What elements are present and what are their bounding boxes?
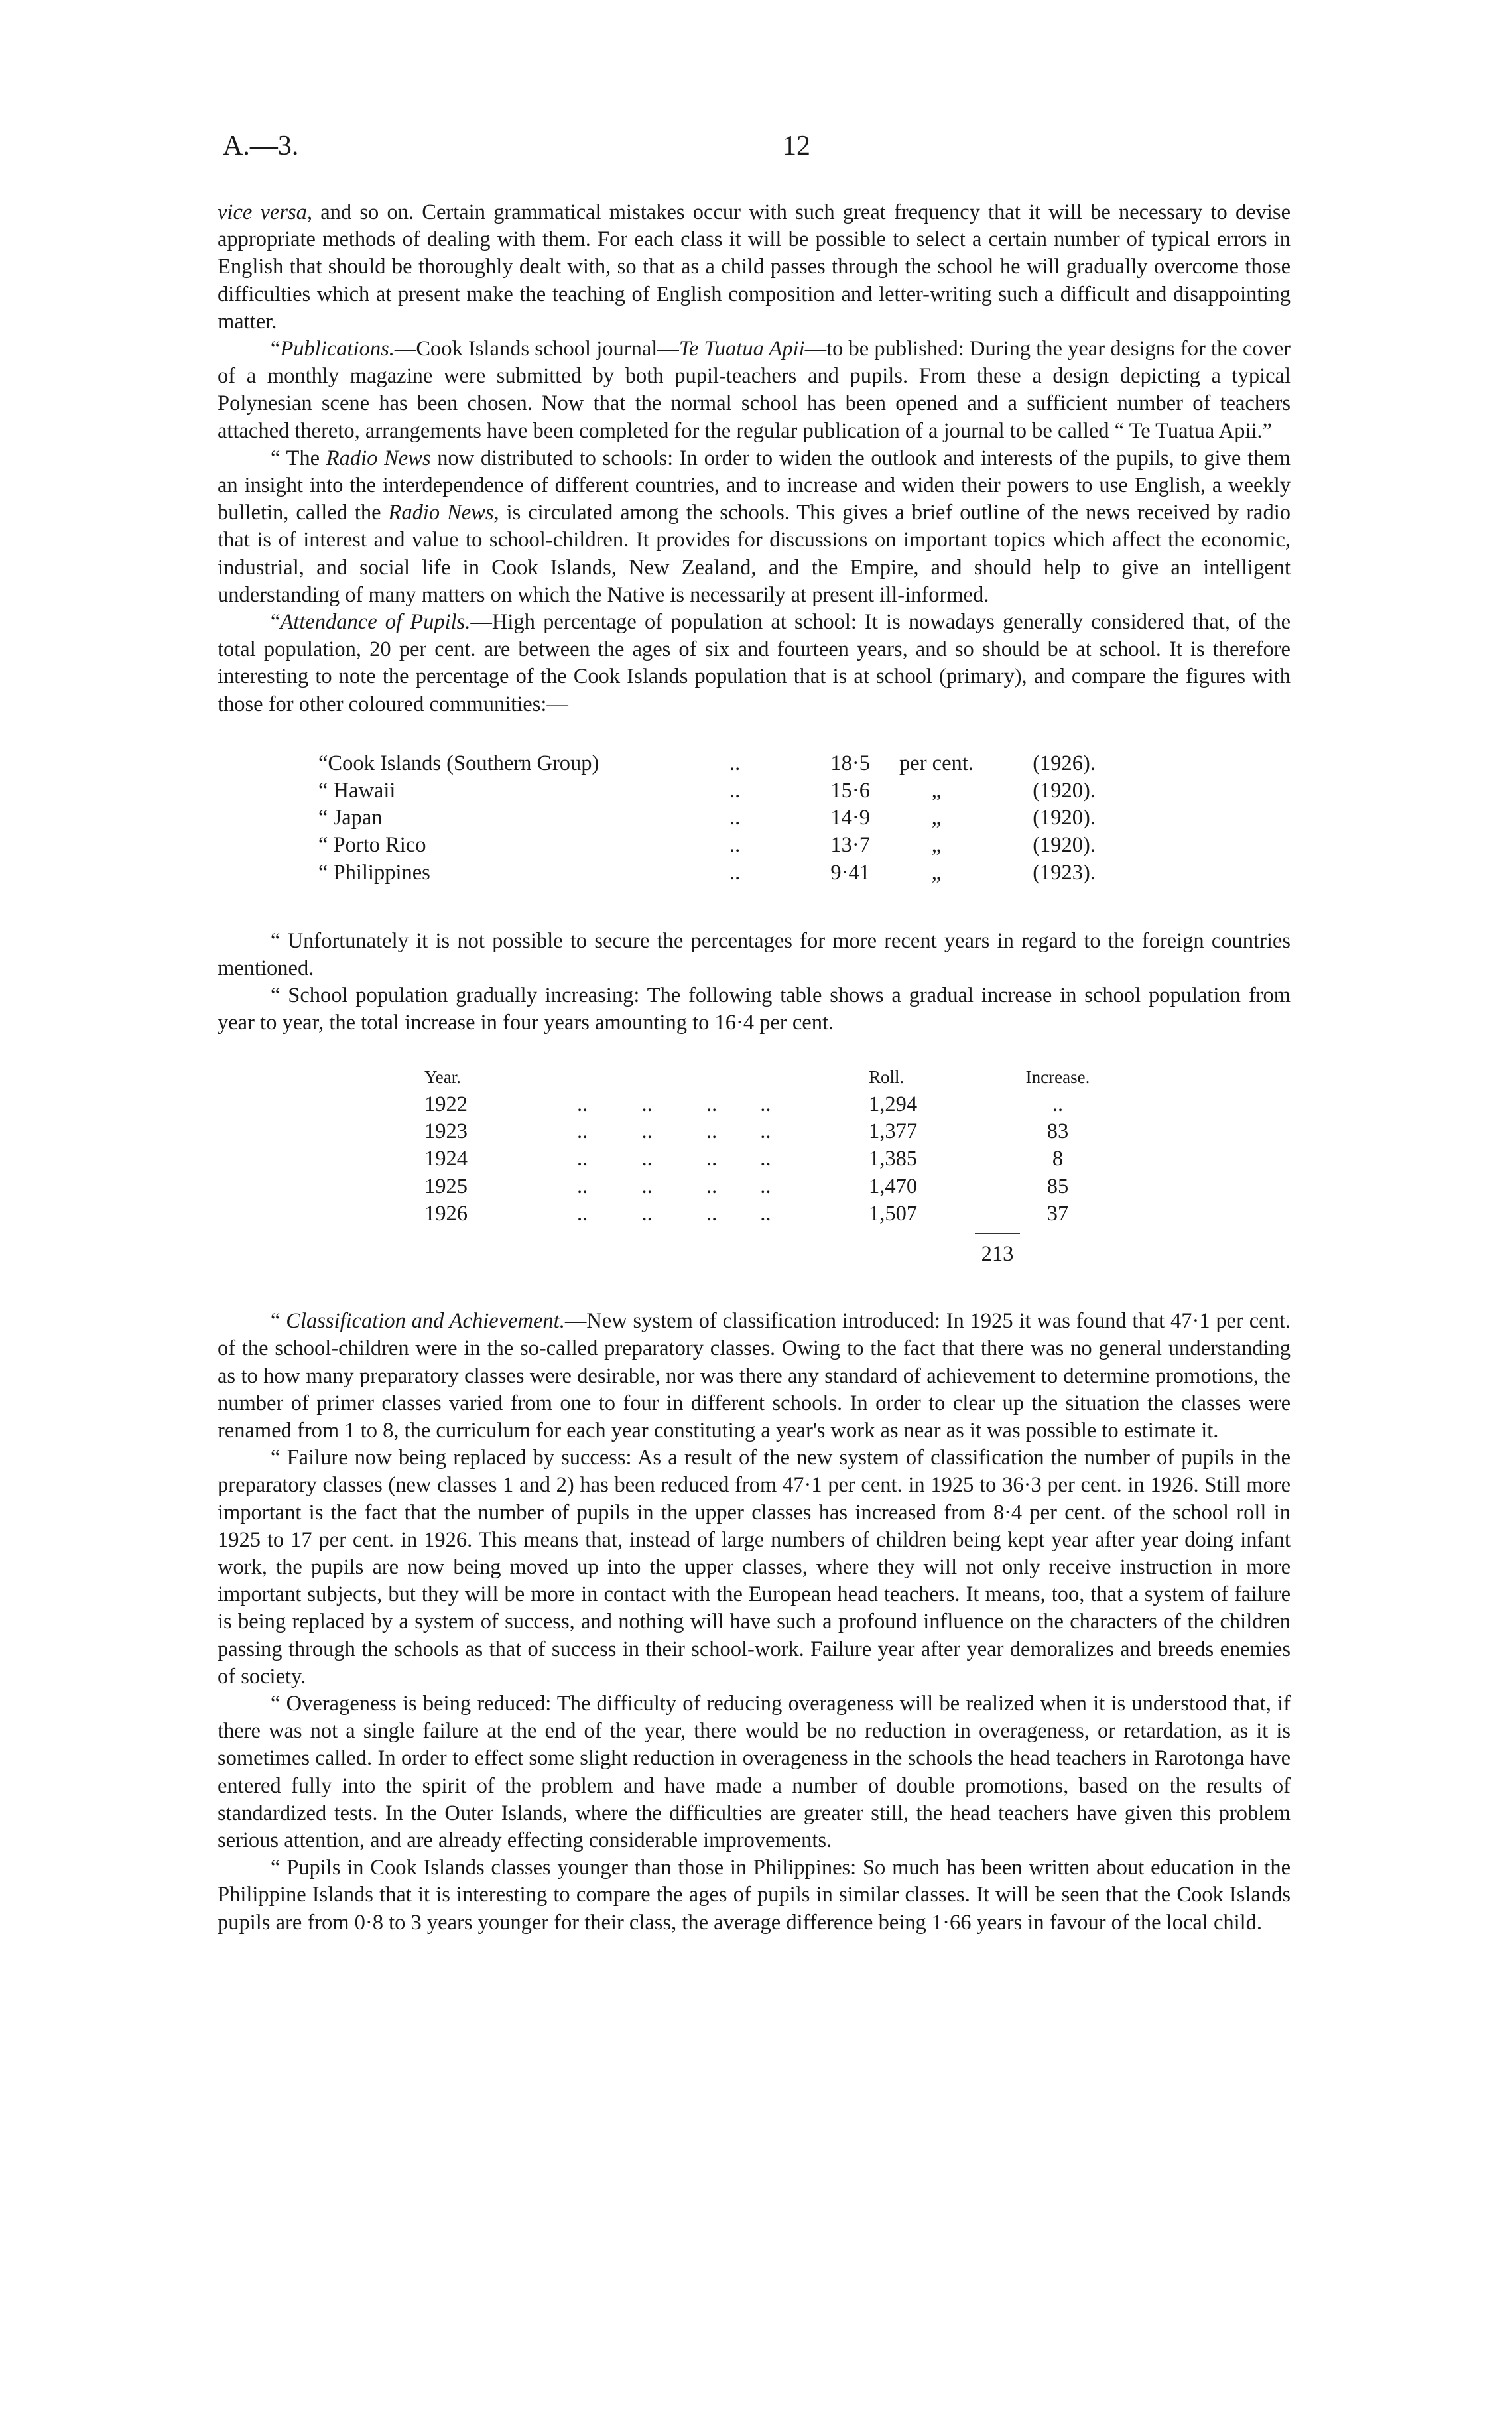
column-header-increase: Increase. [1025,1066,1090,1087]
paragraph-text: —Cook Islands school journal— [394,337,679,361]
paragraph-text: The [286,446,326,470]
community-name: “ Hawaii [318,779,396,803]
table-row [424,1200,1220,1228]
year-label: (1920). [1033,806,1096,830]
column-header-roll: Roll. [869,1066,905,1087]
year-label: (1920). [1033,779,1096,803]
percentage-value: 9·41 [830,860,870,885]
unit-label: „ [931,779,942,803]
cell-increase: 37 [1046,1201,1069,1226]
paragraph-school-population: “ School population gradually increasing: The following table shows a gradual increase in school population from year to year, the total increase in four years amounting to 16·4 per cent. [218,984,1291,1035]
cell-total-increase: 213 [981,1242,1014,1266]
leader-dots: .. [729,806,741,830]
cell-increase: .. [1052,1092,1064,1116]
paragraph-text: and so on. Certain grammatical mistakes occur with such great frequency that it will be necessary to devise appropriate methods of dealing with them. For each class it will be possible to select a certain number of typical errors in English that should be thoroughly dealt with, so that as a child passes through the school he will gradually overcome those difficulties which at present make the teaching of English composition and letter-writing such a difficult and disappointing matter. [218,200,1291,334]
cell-increase: 8 [1052,1147,1064,1171]
percentage-value: 13·7 [830,833,870,858]
list-item [318,777,1187,804]
section-heading: Publications. [280,337,395,361]
list-item [318,832,1187,859]
paragraph-radio-news: “ The Radio News now distributed to schools: In order to widen the outlook and interests of the pupils, to give them an insight into the interdependence of different countries, and to increase and widen their powers to use English, a weekly bulletin, called the Radio News, is circulated among the schools. This gives a brief outline of the news received by radio that is of interest and value to school-children. It provides for discussions on important topics which affect the economic, industrial, and social life in Cook Islands, New Zealand, and the Empire, and should help to give an intelligent understanding of many matters on which the Native is necessarily at present ill-informed. [218,446,1291,607]
document-reference: A.—3. [223,131,299,161]
community-name: “ Japan [318,806,383,830]
leader-dots: .. .. .. .. [577,1147,771,1171]
table-total-row [424,1241,1220,1268]
journal-title: Te Tuatua Apii [678,337,805,361]
cell-roll: 1,294 [869,1092,918,1116]
section-heading: Attendance of Pupils. [280,610,471,635]
cell-year: 1926 [424,1201,468,1226]
leader-dots: .. [729,751,741,775]
paragraph-attendance: “Attendance of Pupils.—High percentage of population at school: It is nowadays generally considered that, of the total population, 20 per cent. are between the ages of six and fourteen years, and so should be at school. It is therefore interesting to note the percentage of the Cook Islands population that is at school (primary), and compare the figures with those for other coloured communities:— [218,610,1291,716]
community-name: “ Porto Rico [318,833,426,858]
year-label: (1923). [1033,860,1096,885]
cell-year: 1924 [424,1147,468,1171]
cell-roll: 1,377 [869,1119,918,1144]
leader-dots: .. .. .. .. [577,1174,771,1198]
list-item [318,860,1187,887]
percentage-value: 15·6 [830,779,870,803]
leader-dots: .. .. .. .. [577,1119,771,1144]
column-header-year: Year. [424,1066,462,1087]
table-row [424,1145,1220,1173]
cell-increase: 83 [1046,1119,1069,1144]
leader-dots: .. [729,779,741,803]
cell-year: 1925 [424,1174,468,1198]
table-row [424,1173,1220,1200]
community-name: “Cook Islands (Southern Group) [318,751,599,775]
leader-dots: .. .. .. .. [577,1201,771,1226]
paragraph-text: is circulated among the schools. This gives a brief outline of the news received by radio that is of interest and value to school-children. It provides for discussions on important topics which affect the economic, industrial, and social life in Cook Islands, New Zealand, and the Empire, and should help to give an intelligent understanding of many matters on which the Native is necessarily at present ill-informed. [218,501,1291,607]
page-header [223,130,1291,170]
page-number: 12 [783,131,810,161]
unit-label: per cent. [899,751,974,775]
bulletin-title: Radio News [326,446,431,470]
header-spacer [577,1064,869,1091]
paragraph-english-errors [218,199,1291,336]
table-header [424,1064,1220,1091]
year-label: (1926). [1033,751,1096,775]
table-row [424,1091,1220,1118]
cell-roll: 1,470 [869,1174,918,1198]
leader-dots: .. [729,833,741,858]
list-item [318,804,1187,832]
percentage-value: 14·9 [830,806,870,830]
paragraph-unfortunately: “ Unfortunately it is not possible to secure the percentages for more recent years in regard to the foreign countries mentioned. [218,928,1291,981]
paragraph-text: —to be published: During the year designs for the cover of a monthly magazine were submitted by both pupil-teachers and pupils. From these a design depicting a typical Polynesian scene has been chosen. Now that the normal school has been opened and a sufficient number of teachers attached thereto, arrangements have been completed for the regular publication of a journal to be called “ Te Tuatua Apii.” [218,337,1291,443]
cell-roll: 1,507 [869,1201,918,1226]
total-rule [975,1233,1020,1234]
list-item [318,750,1187,777]
paragraph-text: —High percentage of population at school: It is nowadays generally considered that, of the total population, 20 per cent. are between the ages of six and fourteen years, and so should be at school. It is therefore interesting to note the percentage of the Cook Islands population that is at school (primary), and compare the figures with those for other coloured communities:— [218,610,1291,716]
leader-dots: .. .. .. .. [577,1092,771,1116]
unit-label: „ [931,806,942,830]
cell-year: 1922 [424,1092,468,1116]
italic-phrase: vice versa, [218,200,313,224]
paragraph-philippines-comparison: “ Pupils in Cook Islands classes younger than those in Philippines: So much has been written about education in the Philippine Islands that it is interesting to compare the ages of pupils in similar classes. It will be seen that the Cook Islands pupils are from 0·8 to 3 years younger for their class, the average difference being 1·66 years in favour of the local child. [218,1856,1291,1935]
paragraph-text: now distributed to schools: In order to widen the outlook and interests of the pupils, to give them an insight into the interdependence of different countries, and to increase and widen their powers to use English, a weekly bulletin, called the [218,446,1291,525]
paragraph-text: —New system of classification introduced: In 1925 it was found that 47·1 per cent. of the school-children were in the so-called preparatory classes. Owing to the fact that there was no general understanding as to how many preparatory classes were desirable, nor was there any standard of achievement to determine promotions, the number of primer classes varied from one to four in different schools. In order to clear up the situation the classes were renamed from 1 to 8, the curriculum for each year constituting a year's work as near as it was possible to estimate it. [218,1309,1291,1442]
percentage-value: 18·5 [830,751,870,775]
community-name: “ Philippines [318,860,430,885]
cell-year: 1923 [424,1119,468,1144]
section-heading: Classification and Achievement. [286,1309,565,1334]
paragraph-publications: “Publications.—Cook Islands school journal—Te Tuatua Apii—to be published: During the year designs for the cover of a monthly magazine were submitted by both pupil-teachers and pupils. From these a design depicting a typical Polynesian scene has been chosen. Now that the normal school has been opened and a sufficient number of teachers attached thereto, arrangements have been completed for the regular publication of a journal to be called “ Te Tuatua Apii.” [218,337,1291,443]
year-label: (1920). [1033,833,1096,858]
unit-label: „ [931,833,942,858]
paragraph-failure-success: “ Failure now being replaced by success: As a result of the new system of classification the number of pupils in the preparatory classes (new classes 1 and 2) has been reduced from 47·1 per cent. in 1925 to 36·3 per cent. in 1926. Still more important is the fact that the number of pupils in the upper classes has increased from 8·4 per cent. of the school roll in 1925 to 17 per cent. in 1926. This means that, instead of large numbers of children being kept year after year doing infant work, the pupils are now being moved up into the upper classes, where they will not only receive instruction in more important subjects, but they will be more in contact with the European head teachers. It means, too, that a system of failure is being replaced by a system of success, and nothing will have such a profound influence on the characters of the children passing through the schools as that of success in their school-work. Failure year after year demoralizes and breeds enemies of society. [218,1446,1291,1689]
bulletin-title: Radio News, [388,501,499,525]
paragraph-classification: “ Classification and Achievement.—New system of classification introduced: In 1925 it was found that 47·1 per cent. of the school-children were in the so-called preparatory classes. Owing to the fact that there was no general understanding as to how many preparatory classes were desirable, nor was there any standard of achievement to determine promotions, the number of primer classes varied from one to four in different schools. In order to clear up the situation the classes were renamed from 1 to 8, the curriculum for each year constituting a year's work as near as it was possible to estimate it. [218,1309,1291,1442]
paragraph-overageness: “ Overageness is being reduced: The difficulty of reducing overageness will be realized when it is understood that, if there was not a single failure at the end of the year, there would be no reduction in overageness, or retardation, as it is sometimes called. In order to effect some slight reduction in overageness in the schools the head teachers in Rarotonga have entered fully into the spirit of the problem and have made a number of double promotions, based on the results of standardized tests. In the Outer Islands, where the difficulties are greater still, the head teachers have given this problem serious attention, and are already effecting considerable improvements. [218,1691,1291,1852]
cell-roll: 1,385 [869,1147,918,1171]
leader-dots: .. [729,860,741,885]
cell-increase: 85 [1046,1174,1069,1198]
school-roll-table [424,1064,1220,1268]
unit-label: „ [931,860,942,885]
table-row [424,1118,1220,1145]
total-spacer [424,1241,975,1268]
report-body [218,199,1291,1937]
population-percentage-list [318,750,1187,887]
